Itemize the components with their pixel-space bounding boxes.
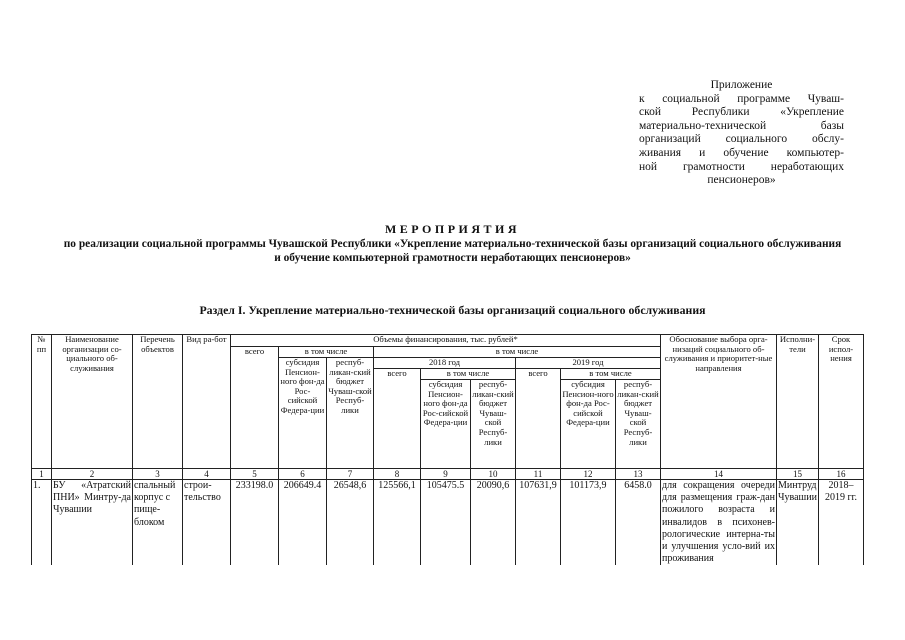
header-2018-subsidy: субсидия Пенсион-ного фон-да Рос-сийской Федера-ции xyxy=(421,380,471,469)
header-year-2019: 2019 год xyxy=(516,358,661,369)
appendix-line: живания и обучение компьютер- xyxy=(639,146,844,159)
header-total-rep-budget: респуб-ликан-ский бюджет Чуваш-ской Респуб-лики xyxy=(327,358,374,469)
col-number: 2 xyxy=(52,469,133,480)
header-work-type: Вид ра-бот xyxy=(183,335,231,469)
cell-total-rep-budget: 26548,6 xyxy=(327,480,374,566)
header-2018-total: всего xyxy=(374,369,421,469)
col-number: 10 xyxy=(471,469,516,480)
col-number: 14 xyxy=(661,469,777,480)
cell-executor: Минтруд Чувашии xyxy=(777,480,819,566)
cell-2019-subsidy: 101173,9 xyxy=(561,480,616,566)
col-number: 6 xyxy=(279,469,327,480)
col-number: 7 xyxy=(327,469,374,480)
appendix-line: материально-технической базы xyxy=(639,119,844,132)
header-year-2018: 2018 год xyxy=(374,358,516,369)
appendix-line: ской Республики «Укрепление xyxy=(639,106,844,119)
header-justification: Обоснование выбора орга-низаций социального об-служивания и приоритет-ные направления xyxy=(661,335,777,469)
header-total: всего xyxy=(231,347,279,469)
col-number: 5 xyxy=(231,469,279,480)
header-2019-subsidy: субсидия Пенсион-ного фон-да Рос-сийской Федера-ции xyxy=(561,380,616,469)
header-total-subsidy: субсидия Пенсион-ного фон-да Рос-сийской Федера-ции xyxy=(279,358,327,469)
document-subtitle: по реализации социальной программы Чувашской Республики «Укрепление материально-технической базы организаций социального обслуживания и обучение компьютерной грамотности неработающих пенсионеров» xyxy=(63,238,842,264)
col-number: 3 xyxy=(133,469,183,480)
header-num: № пп xyxy=(32,335,52,469)
header-including-years: в том числе xyxy=(374,347,661,358)
document-title: МЕРОПРИЯТИЯ xyxy=(384,222,521,236)
cell-total-subsidy: 206649.4 xyxy=(279,480,327,566)
header-2019-including: в том числе xyxy=(561,369,661,380)
appendix-line: организаций социального обслу- xyxy=(639,133,844,146)
cell-2018-subsidy: 105475.5 xyxy=(421,480,471,566)
header-executors: Исполни-тели xyxy=(777,335,819,469)
cell-organization: БУ «Атратский ПНИ» Минтру-да Чувашии xyxy=(52,480,133,566)
cell-total: 233198.0 xyxy=(231,480,279,566)
cell-work-type: строи-тельство xyxy=(183,480,231,566)
col-number: 4 xyxy=(183,469,231,480)
header-objects: Перечень объектов xyxy=(133,335,183,469)
header-funding: Объемы финансирования, тыс. рублей* xyxy=(231,335,661,347)
header-2018-including: в том числе xyxy=(421,369,516,380)
cell-2019-total: 107631,9 xyxy=(516,480,561,566)
header-organization: Наименование организации со-циального об-служивания xyxy=(52,335,133,469)
cell-object: спальный корпус с пище-блоком xyxy=(133,480,183,566)
cell-deadline: 2018–2019 гг. xyxy=(819,480,864,566)
col-number: 8 xyxy=(374,469,421,480)
col-number: 13 xyxy=(616,469,661,480)
appendix-block xyxy=(639,79,844,188)
col-number: 12 xyxy=(561,469,616,480)
cell-justification: для сокращения очереди для размещения граж-дан пожилого возраста и инвалидов в психонев-рологические интерна-ты и улучшения усло-вий их проживания xyxy=(662,480,775,565)
col-number: 16 xyxy=(819,469,864,480)
appendix-line: ной грамотности неработающих xyxy=(639,160,844,173)
appendix-line-last: пенсионеров» xyxy=(707,174,776,187)
appendix-line: к социальной программе Чуваш- xyxy=(639,92,844,105)
appendix-heading: Приложение xyxy=(710,79,773,91)
col-number: 11 xyxy=(516,469,561,480)
cell-2018-rep-budget: 20090,6 xyxy=(471,480,516,566)
col-number: 9 xyxy=(421,469,471,480)
header-2019-rep-budget: респуб-ликан-ский бюджет Чуваш-ской Респуб-лики xyxy=(616,380,661,469)
cell-2019-rep-budget: 6458.0 xyxy=(616,480,661,566)
header-2019-total: всего xyxy=(516,369,561,469)
section-title: Раздел I. Укрепление материально-технической базы организаций социального обслуживания xyxy=(199,303,706,317)
measures-table xyxy=(31,334,864,565)
table-row xyxy=(32,480,864,566)
col-number: 15 xyxy=(777,469,819,480)
col-number: 1 xyxy=(32,469,52,480)
header-including: в том числе xyxy=(279,347,374,358)
cell-num: 1. xyxy=(32,480,52,566)
header-deadline: Срок испол-нения xyxy=(819,335,864,469)
header-2018-rep-budget: респуб-ликан-ский бюджет Чуваш-ской Респуб-лики xyxy=(471,380,516,469)
cell-2018-total: 125566,1 xyxy=(374,480,421,566)
